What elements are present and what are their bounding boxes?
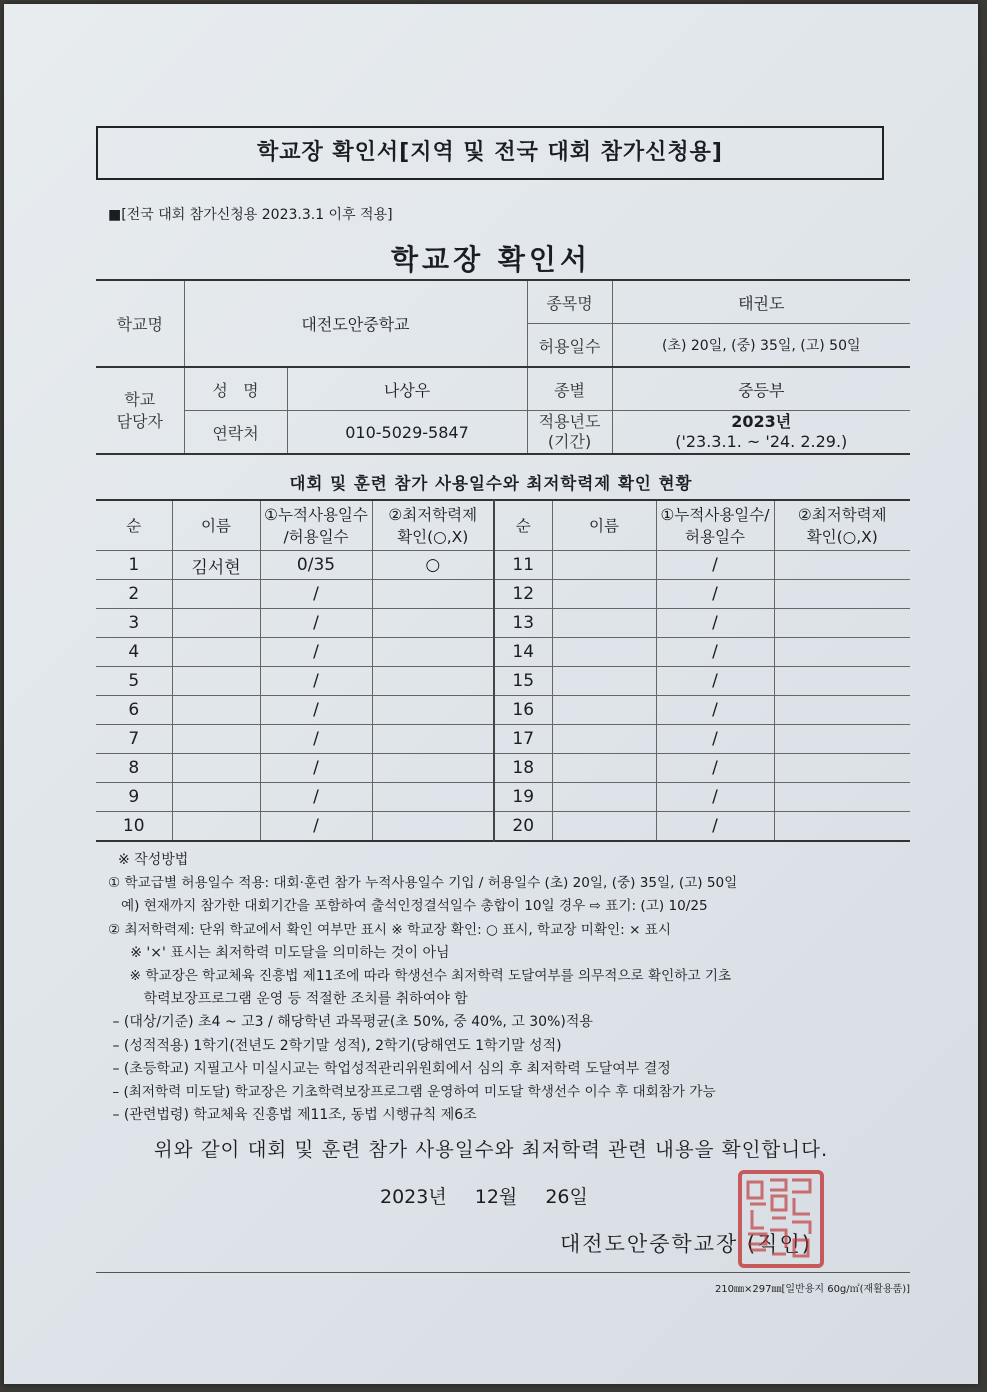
days-used: / (656, 812, 774, 842)
note-line: ※ 작성방법 (118, 852, 189, 868)
seal-glyphs (742, 1174, 820, 1264)
student-name (552, 725, 656, 754)
days-used: / (260, 580, 372, 609)
days-used: / (656, 638, 774, 667)
sport-value: 태권도 (612, 280, 910, 324)
table-row (96, 783, 910, 812)
table-row (96, 551, 910, 580)
table-row (96, 580, 910, 609)
bottom-rule (96, 1272, 910, 1273)
academic-check (372, 609, 494, 638)
student-name (552, 783, 656, 812)
header-no-right: 순 (494, 500, 552, 551)
row-number: 6 (96, 696, 172, 725)
days-used: / (260, 667, 372, 696)
table-row (96, 667, 910, 696)
note-line: ※ '×' 표시는 최저학력 미도달을 의미하는 것이 아님 (108, 944, 450, 961)
row-number: 4 (96, 638, 172, 667)
days-used: / (656, 609, 774, 638)
student-name (172, 754, 260, 783)
note-line: – (관련법령) 학교체육 진흥법 제11조, 동법 시행규칙 제6조 (108, 1107, 477, 1124)
row-number: 9 (96, 783, 172, 812)
sport-label: 종목명 (527, 280, 612, 324)
year-label: 적용년도 (기간) (527, 411, 612, 455)
row-number: 5 (96, 667, 172, 696)
academic-check (372, 812, 494, 842)
student-name (172, 783, 260, 812)
contact-value: 010-5029-5847 (287, 411, 527, 455)
paper-spec-footer: 210㎜×297㎜[일반용지 60g/㎡(재활용품)] (714, 1284, 910, 1295)
header-check: ②최저학력제 확인(○,X) (372, 500, 494, 551)
row-number: 1 (96, 551, 172, 580)
table-row (96, 638, 910, 667)
student-name (552, 609, 656, 638)
applicability-notice: ■[전국 대회 참가신청용 2023.3.1 이후 적용] (108, 207, 393, 223)
note-line: ※ 학교장은 학교체육 진흥법 제11조에 따라 학생선수 최저학력 도달여부를 의무적으로 확인하고 기초 (108, 968, 732, 985)
category-label: 종별 (527, 367, 612, 411)
school-value: 대전도안중학교 (184, 280, 527, 367)
days-used: / (260, 812, 372, 842)
row-number: 18 (494, 754, 552, 783)
student-name (552, 580, 656, 609)
contact-label: 연락처 (184, 411, 287, 455)
academic-check (774, 638, 910, 667)
academic-check (372, 638, 494, 667)
year-cell (612, 411, 910, 455)
days-used: / (260, 754, 372, 783)
table-row (96, 609, 910, 638)
student-name (172, 696, 260, 725)
academic-check (774, 667, 910, 696)
header-no: 순 (96, 500, 172, 551)
table-row (96, 696, 910, 725)
official-seal-stamp (738, 1170, 824, 1268)
days-used: 0/35 (260, 551, 372, 580)
school-label: 학교명 (96, 280, 184, 367)
note-line: – (최저학력 미도달) 학교장은 기초학력보장프로그램 운영하여 미도달 학생선수 이수 후 대회참가 가능 (108, 1084, 716, 1101)
row-number: 15 (494, 667, 552, 696)
row-number: 8 (96, 754, 172, 783)
academic-check (774, 609, 910, 638)
academic-check (372, 725, 494, 754)
days-used: / (656, 580, 774, 609)
period-value: ('23.3.1. ~ '24. 2.29.) (675, 432, 848, 451)
row-number: 7 (96, 725, 172, 754)
manager-label: 학교 담당자 (96, 367, 184, 454)
days-used: / (260, 638, 372, 667)
academic-check (774, 812, 910, 842)
note-line: ① 학교급별 허용일수 적용: 대회·훈련 참가 누적사용일수 기입 / 허용일수 (초) 20일, (중) 35일, (고) 50일 (108, 875, 738, 892)
student-name (552, 638, 656, 667)
row-number: 12 (494, 580, 552, 609)
note-line: – (성적적용) 1학기(전년도 2학기말 성적), 2학기(당해연도 1학기말 성적) (108, 1037, 562, 1054)
row-number: 10 (96, 812, 172, 842)
table-row (96, 754, 910, 783)
row-number: 2 (96, 580, 172, 609)
days-used: / (656, 783, 774, 812)
days-used: / (260, 783, 372, 812)
school-info-table (96, 279, 910, 455)
issue-date: 2023년 12월 26일 (380, 1186, 588, 1208)
academic-check (372, 754, 494, 783)
header-name: 이름 (172, 500, 260, 551)
row-number: 17 (494, 725, 552, 754)
student-name (172, 725, 260, 754)
row-number: 11 (494, 551, 552, 580)
note-line: 학력보장프로그램 운영 등 적절한 조치를 취하여야 함 (108, 991, 468, 1008)
days-used: / (656, 725, 774, 754)
principal-signature-line: 대전도안중학교장 (직인) (560, 1232, 812, 1256)
academic-check: ○ (372, 551, 494, 580)
document-box-title: 학교장 확인서[지역 및 전국 대회 참가신청용] (96, 126, 884, 180)
student-name (172, 580, 260, 609)
student-name (172, 609, 260, 638)
row-number: 19 (494, 783, 552, 812)
row-number: 20 (494, 812, 552, 842)
table-row (96, 725, 910, 754)
note-line: – (초등학교) 지필고사 미실시교는 학업성적관리위원회에서 심의 후 최저학력 도달여부 결정 (108, 1060, 671, 1077)
row-number: 16 (494, 696, 552, 725)
header-days-right: ①누적사용일수/ 허용일수 (656, 500, 774, 551)
allowed-days-label: 허용일수 (527, 324, 612, 368)
academic-check (372, 667, 494, 696)
note-line: ② 최저학력제: 단위 학교에서 확인 여부만 표시 ※ 학교장 확인: ○ 표시, 학교장 미확인: × 표시 (108, 921, 672, 938)
days-used: / (656, 754, 774, 783)
academic-check (774, 783, 910, 812)
student-name (172, 667, 260, 696)
days-used: / (656, 696, 774, 725)
academic-check (774, 754, 910, 783)
manager-name: 나상우 (287, 367, 527, 411)
header-check-right: ②최저학력제 확인(○,X) (774, 500, 910, 551)
days-used: / (656, 667, 774, 696)
row-number: 13 (494, 609, 552, 638)
student-name (552, 667, 656, 696)
student-name (552, 551, 656, 580)
year-value: 2023년 (731, 412, 792, 431)
academic-check (372, 783, 494, 812)
academic-check (372, 696, 494, 725)
note-line: 예) 현재까지 참가한 대회기간을 포함하여 출석인정결석일수 총합이 10일 경우 ⇨ 표기: (고) 10/25 (108, 898, 708, 915)
name-label: 성 명 (184, 367, 287, 411)
participation-table (96, 499, 910, 842)
note-line: – (대상/기준) 초4 ~ 고3 / 해당학년 과목평균(초 50%, 중 40%, 고 30%)적용 (108, 1014, 593, 1031)
table-header-row (96, 500, 910, 551)
document-page (4, 4, 978, 1384)
student-name (552, 754, 656, 783)
academic-check (774, 580, 910, 609)
table-row (96, 812, 910, 842)
academic-check (372, 580, 494, 609)
student-name (552, 812, 656, 842)
days-used: / (656, 551, 774, 580)
academic-check (774, 725, 910, 754)
academic-check (774, 696, 910, 725)
writing-instructions (108, 849, 918, 1127)
row-number: 14 (494, 638, 552, 667)
academic-check (774, 551, 910, 580)
student-name (552, 696, 656, 725)
allowed-days-value: (초) 20일, (중) 35일, (고) 50일 (612, 324, 910, 368)
days-used: / (260, 609, 372, 638)
student-name: 김서현 (172, 551, 260, 580)
category-value: 중등부 (612, 367, 910, 411)
days-used: / (260, 696, 372, 725)
header-name-right: 이름 (552, 500, 656, 551)
header-days: ①누적사용일수 /허용일수 (260, 500, 372, 551)
student-name (172, 812, 260, 842)
row-number: 3 (96, 609, 172, 638)
days-used: / (260, 725, 372, 754)
student-name (172, 638, 260, 667)
confirmation-statement: 위와 같이 대회 및 훈련 참가 사용일수와 최저학력 관련 내용을 확인합니다. (153, 1138, 829, 1161)
section-title: 대회 및 훈련 참가 사용일수와 최저학력제 확인 현황 (289, 474, 693, 493)
main-title: 학교장 확인서 (390, 243, 592, 276)
